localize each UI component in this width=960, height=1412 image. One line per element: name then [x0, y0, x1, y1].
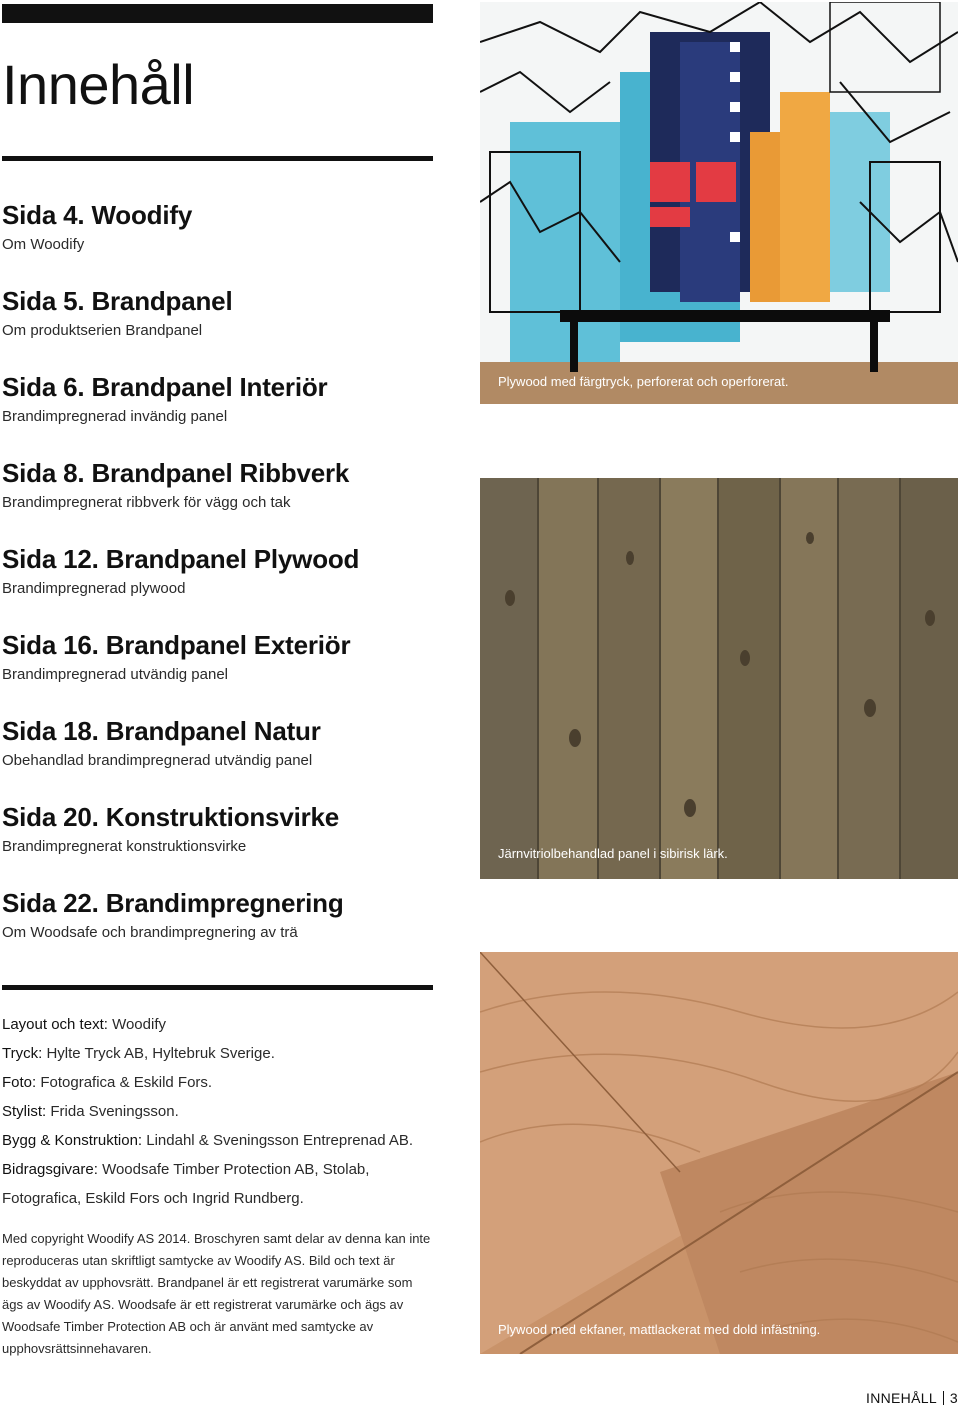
toc-entry-natur[interactable] [2, 714, 442, 800]
credit-label: Bygg & Konstruktion: [2, 1132, 143, 1149]
toc-heading: Sida 18. Brandpanel Natur [2, 716, 321, 746]
toc-entry-plywood[interactable] [2, 542, 442, 628]
toc-subtitle: Brandimpregnerat konstruktionsvirke [2, 838, 247, 855]
toc-entry-brandimpregnering[interactable] [2, 886, 442, 972]
credit-value: Frida Sveningsson. [50, 1103, 179, 1120]
credit-value: Woodsafe Timber Protection AB, Stolab, Fotografica, Eskild Fors och Ingrid Rundberg. [2, 1161, 370, 1207]
credit-value: Woodify [112, 1016, 166, 1033]
photo-caption: Järnvitriolbehandlad panel i sibirisk lärk. [498, 846, 728, 861]
toc-subtitle: Om Woodsafe och brandimpregnering av trä [2, 924, 298, 941]
photo-mural [480, 2, 958, 404]
credits [2, 1010, 442, 1213]
page-footer [866, 1390, 958, 1406]
toc-subtitle: Brandimpregnerad plywood [2, 580, 186, 597]
credit-construction [2, 1126, 442, 1155]
photo-caption: Plywood med ekfaner, mattlackerat med dold infästning. [498, 1322, 821, 1337]
toc-entry-woodify[interactable] [2, 198, 442, 284]
oak-veneer-image [480, 952, 958, 1354]
toc-heading: Sida 6. Brandpanel Interiör [2, 372, 328, 402]
credits-rule [2, 985, 433, 990]
footer-section: INNEHÅLL [866, 1390, 937, 1406]
top-rule [2, 4, 433, 23]
credit-label: Tryck: [2, 1045, 43, 1062]
copyright-notice: Med copyright Woodify AS 2014. Broschyren samt delar av denna kan inte reproduceras utan skriftligt samtycke av Woodify AS. Bild och text är beskyddat av upphovsrätt. Brandpanel är ett registrerat varumärke som ägs av Woodify AS. Woodsafe är ett registrerat varumärke och ägs av Woodsafe Timber Protection AB och är använt med samtycke av upphovsrättsinnehavaren. [2, 1231, 431, 1356]
toc-entry-interior[interactable] [2, 370, 442, 456]
credit-print [2, 1039, 442, 1068]
photo-larch-panel [480, 478, 958, 879]
footer-divider [943, 1391, 944, 1405]
toc-entry-ribbverk[interactable] [2, 456, 442, 542]
toc-heading: Sida 16. Brandpanel Exteriör [2, 630, 351, 660]
toc-entry-konstruktionsvirke[interactable] [2, 800, 442, 886]
page-title: Innehåll [2, 53, 195, 116]
credit-label: Foto: [2, 1074, 37, 1091]
credit-value: Hylte Tryck AB, Hyltebruk Sverige. [46, 1045, 275, 1062]
credit-value: Fotografica & Eskild Fors. [40, 1074, 213, 1091]
toc-heading: Sida 12. Brandpanel Plywood [2, 544, 360, 574]
credit-layout [2, 1010, 442, 1039]
credit-stylist [2, 1097, 442, 1126]
credit-label: Bidragsgivare: [2, 1161, 98, 1178]
credit-photo [2, 1068, 442, 1097]
photo-caption: Plywood med färgtryck, perforerat och operforerat. [498, 374, 789, 389]
toc-heading: Sida 8. Brandpanel Ribbverk [2, 458, 350, 488]
larch-panel-image [480, 478, 958, 879]
credit-contributors [2, 1155, 442, 1213]
title-rule [2, 156, 433, 161]
photo-oak-veneer [480, 952, 958, 1354]
credit-value: Lindahl & Sveningsson Entreprenad AB. [146, 1132, 414, 1149]
toc-heading: Sida 20. Konstruktionsvirke [2, 802, 340, 832]
credit-label: Stylist: [2, 1103, 47, 1120]
toc-subtitle: Om Woodify [2, 236, 85, 253]
toc-subtitle: Brandimpregnerat ribbverk för vägg och tak [2, 494, 291, 511]
toc-subtitle: Brandimpregnerad invändig panel [2, 408, 228, 425]
toc-entry-brandpanel[interactable] [2, 284, 442, 370]
page-number: 3 [949, 1390, 958, 1406]
toc-heading: Sida 22. Brandimpregnering [2, 888, 344, 918]
toc-subtitle: Om produktserien Brandpanel [2, 322, 203, 339]
toc-heading: Sida 4. Woodify [2, 200, 193, 230]
toc-entry-exterior[interactable] [2, 628, 442, 714]
table-of-contents [2, 198, 442, 972]
toc-heading: Sida 5. Brandpanel [2, 286, 233, 316]
toc-subtitle: Obehandlad brandimpregnerad utvändig panel [2, 752, 313, 769]
mural-image [480, 2, 958, 404]
toc-subtitle: Brandimpregnerad utvändig panel [2, 666, 228, 683]
credit-label: Layout och text: [2, 1016, 108, 1033]
